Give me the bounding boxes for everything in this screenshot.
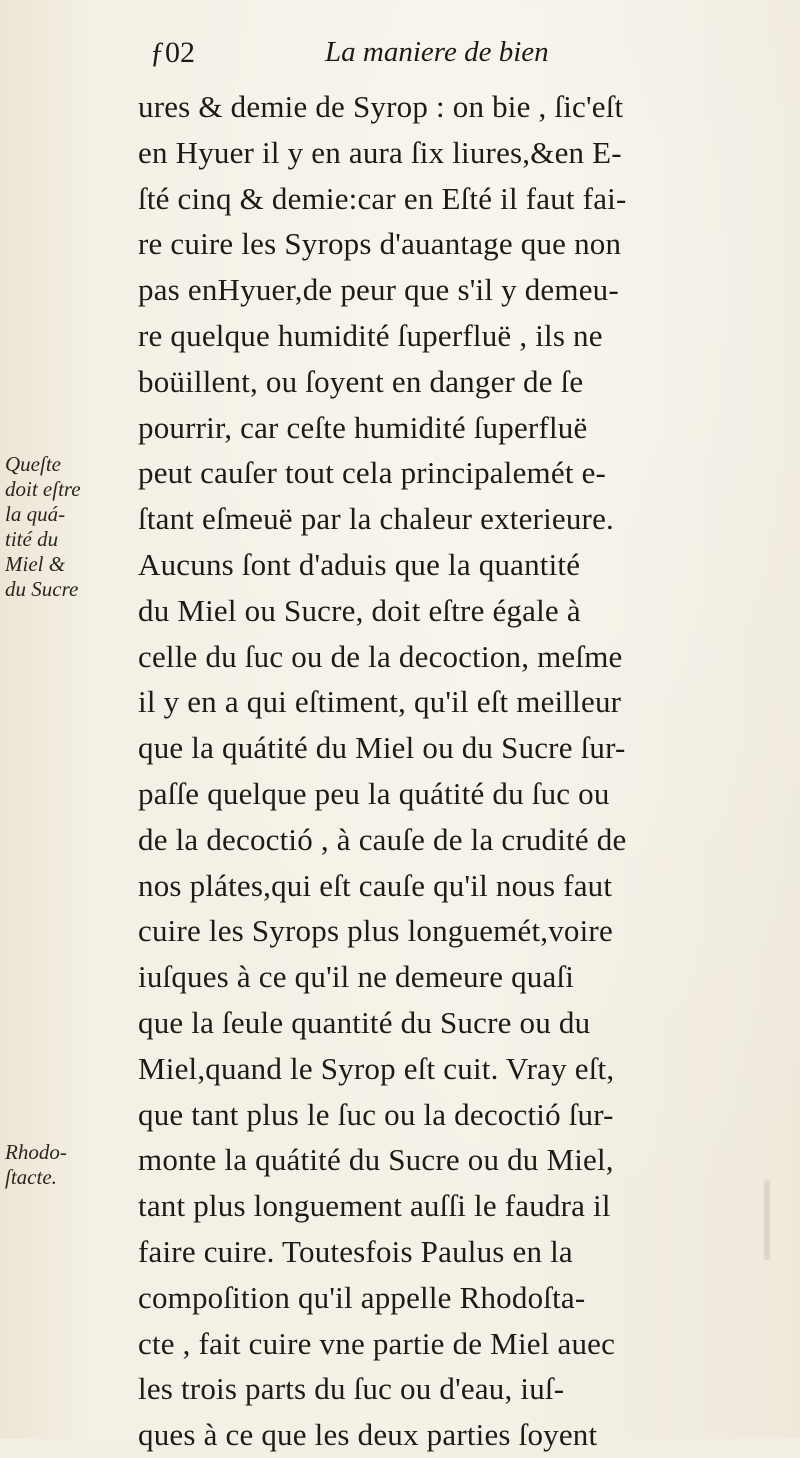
text-line: les trois parts du ſuc ou d'eau, iuſ- — [138, 1371, 565, 1407]
text-line: cuire les Syrops plus longuemét,voire — [138, 913, 613, 949]
margin-note-quantity — [5, 452, 133, 602]
text-line: boüillent, ou ſoyent en danger de ſe — [138, 363, 584, 399]
text-line: pourrir, car ceſte humidité ſuperfluë — [138, 409, 588, 445]
margin-note-line: la quá- — [5, 502, 66, 526]
text-line: en Hyuer il y en aura ſix liures,&en E- — [138, 134, 622, 170]
text-line: que la quátité du Miel ou du Sucre ſur- — [138, 730, 626, 766]
margin-note-line: Rhodo- — [5, 1140, 67, 1164]
margin-note-line: Miel & — [5, 552, 66, 576]
text-line: il y en a qui eſtiment, qu'il eſt meilleur — [138, 684, 622, 720]
text-line: cte , fait cuire vne partie de Miel auec — [138, 1325, 616, 1361]
text-line: faire cuire. Toutesfois Paulus en la — [138, 1233, 573, 1269]
running-head: La maniere de bien — [325, 36, 549, 68]
page-number: ƒ02 — [150, 36, 195, 69]
text-line: monte la quátité du Sucre ou du Miel, — [138, 1142, 614, 1178]
margin-note-line: ſtacte. — [5, 1165, 57, 1189]
text-line: ques à ce que les deux parties ſoyent — [138, 1417, 598, 1453]
text-line: peut cauſer tout cela principalemét e- — [138, 455, 607, 491]
text-line: iuſques à ce qu'il ne demeure quaſi — [138, 959, 575, 995]
text-line: que la ſeule quantité du Sucre ou du — [138, 1004, 591, 1040]
text-line: ſtant eſmeuë par la chaleur exterieure. — [138, 501, 614, 537]
body-text — [138, 84, 778, 1458]
text-line: tant plus longuement auſſi le faudra il — [138, 1188, 611, 1224]
text-line: nos plátes,qui eſt cauſe qu'il nous faut — [138, 867, 613, 903]
text-line: Miel,quand le Syrop eſt cuit. Vray eſt, — [138, 1050, 615, 1086]
text-line: ſté cinq & demie:car en Eſté il faut fai- — [138, 180, 627, 216]
margin-note-line: du Sucre — [5, 577, 79, 601]
text-line: de la decoctió , à cauſe de la crudité de — [138, 821, 627, 857]
margin-note-line: tité du — [5, 527, 59, 551]
text-line: celle du ſuc ou de la decoction, meſme — [138, 638, 623, 674]
page-header — [0, 36, 800, 86]
text-line: du Miel ou Sucre, doit eſtre égale à — [138, 592, 581, 628]
margin-note-line: Queſte — [5, 452, 61, 476]
text-line: pas enHyuer,de peur que s'il y demeu- — [138, 272, 619, 308]
text-line: re cuire les Syrops d'auantage que non — [138, 226, 622, 262]
text-line: re quelque humidité ſuperfluë , ils ne — [138, 317, 603, 353]
margin-note-rhodostacte — [5, 1140, 133, 1190]
text-line: ures & demie de Syrop : on bie , ſic'eſt — [138, 89, 624, 124]
paper-stain — [764, 1180, 770, 1260]
text-line: compoſition qu'il appelle Rhodoſta- — [138, 1279, 586, 1315]
text-line: que tant plus le ſuc ou la decoctió ſur- — [138, 1096, 614, 1132]
text-line: Aucuns ſont d'aduis que la quantité — [138, 546, 581, 582]
margin-note-line: doit eſtre — [5, 477, 81, 501]
text-line: paſſe quelque peu la quátité du ſuc ou — [138, 775, 610, 811]
